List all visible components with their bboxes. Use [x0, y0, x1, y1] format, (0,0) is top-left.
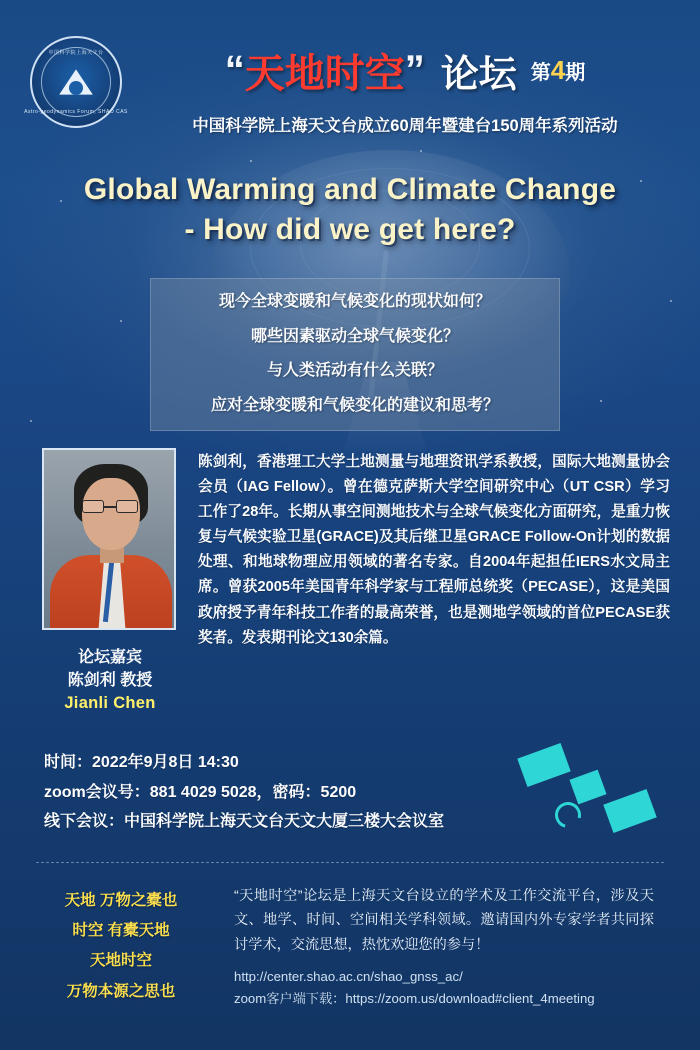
english-title-line1: Global Warming and Climate Change [83, 173, 617, 206]
meeting-zoom: zoom会议号：881 4029 5028，密码：5200 [44, 783, 357, 801]
meeting-time: 时间：2022年9月8日 14:30 [44, 754, 239, 771]
questions-panel [150, 278, 560, 431]
meeting-venue: 线下会议：中国科学院上海天文台天文大厦三楼大会议室 [44, 813, 445, 831]
question-item: 与人类活动有什么关联？ [266, 362, 443, 380]
title-quote-open: “ [224, 48, 245, 92]
speaker-name-en: Jianli Chen [64, 694, 156, 713]
speaker-photo [42, 448, 176, 630]
english-title [12, 170, 688, 249]
page-title [140, 42, 670, 99]
issue-suffix: 期 [565, 62, 586, 84]
slogan-line: 天地 万物之橐也 [64, 892, 178, 909]
issue-badge [530, 55, 586, 85]
logo-top-label: 中国科学院上海天文台 [48, 50, 104, 56]
question-item: 应对全球变暖和气候变化的建议和思考？ [210, 396, 499, 414]
page-subtitle: 中国科学院上海天文台成立60周年暨建台150周年系列活动 [192, 117, 618, 135]
speaker-role: 论坛嘉宾 [77, 649, 142, 666]
footer-links [234, 966, 664, 1011]
zoom-download-link[interactable]: https://zoom.us/download#client_4meeting [345, 991, 595, 1007]
zoom-download-label: zoom客户端下载： [234, 991, 346, 1007]
title-forum-label: 论坛 [440, 54, 517, 96]
slogan-line: 万物本源之思也 [66, 982, 176, 1000]
forum-slogan [26, 886, 216, 1007]
english-title-line2: - How did we get here? [184, 212, 516, 246]
question-item: 哪些因素驱动全球气候变化？ [250, 327, 459, 345]
satellite-icon [515, 738, 665, 848]
speaker-caption [20, 646, 200, 716]
slogan-line: 天地时空 [89, 952, 152, 970]
slogan-line: 时空 有橐天地 [72, 922, 170, 940]
title-quote-close: ” [404, 48, 425, 92]
speaker-biography: 陈剑利，香港理工大学土地测量与地理资讯学系教授，国际大地测量协会会员（IAG Fellow）。曾在德克萨斯大学空间研究中心（UT CSR）学习工作了28年。长期从事空间测地技术与全球气候变化方面研究，是重力恢复与气候实验卫星(GRACE)及其后继卫星GRACE Follow-On计划的数据处理、和地球物理应用领域的著名专家。自2004年起担任IERS水文局主席。曾获2005年美国青年科学家与工程师总统奖（PECASE），这是美国政府授予青年科技工作者的最高荣誉，也是测地学领域的首位PECASE获奖者。发表期刊论文130余篇。 [198, 454, 670, 646]
shao-forum-logo [24, 36, 128, 128]
issue-prefix: 第 [530, 62, 551, 84]
issue-number: 4 [550, 55, 566, 85]
title-keyword: 天地时空 [244, 52, 405, 96]
logo-bottom-label: Astro-geodynamics Forum, SHAO CAS [24, 109, 128, 115]
question-item: 现今全球变暖和气候变化的现状如何？ [218, 293, 491, 310]
center-website-link[interactable]: http://center.shao.ac.cn/shao_gnss_ac/ [234, 969, 463, 984]
forum-description: “天地时空”论坛是上海天文台设立的学术及工作交流平台，涉及天文、地学、时间、空间相关学科领域。邀请国内外专家学者共同探讨学术，交流思想，热忱欢迎您的参与！ [234, 888, 654, 953]
speaker-name-cn: 陈剑利 教授 [67, 672, 153, 690]
section-divider [36, 862, 664, 863]
